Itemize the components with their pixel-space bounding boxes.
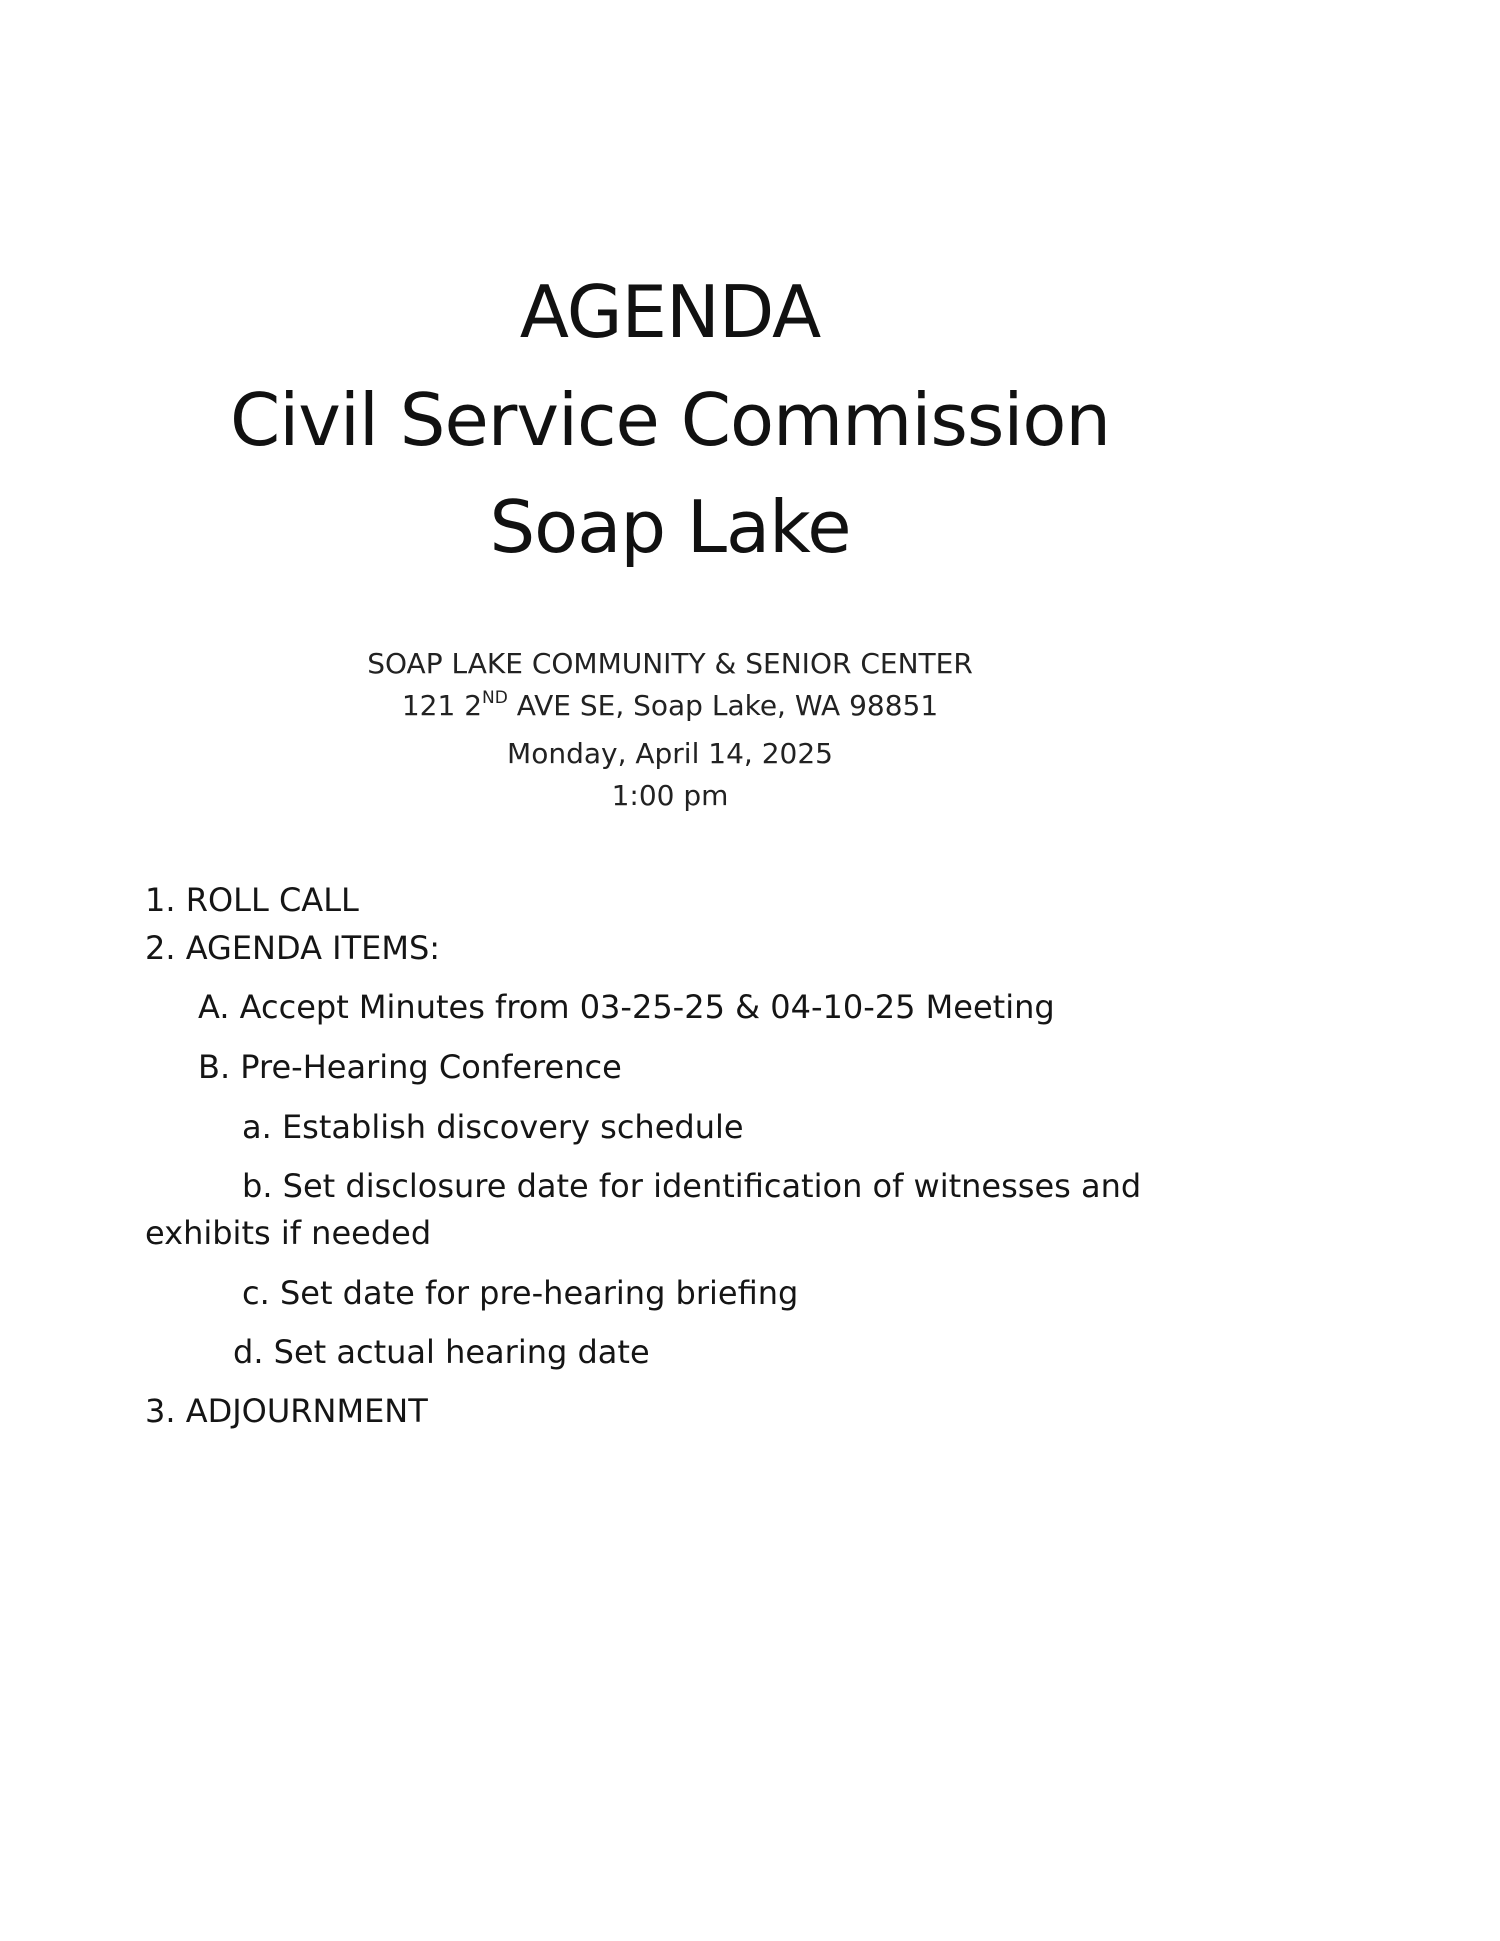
agenda-subitem-disclosure-date-line1: b. Set disclosure date for identification of witnesses and [242,1167,1142,1205]
venue-address [0,688,1340,722]
agenda-item-roll-call: 1. ROLL CALL [145,881,359,919]
agenda-title: AGENDA [519,270,821,354]
address-prefix: 121 2 [401,689,483,722]
agenda-subitem-accept-minutes: A. Accept Minutes from 03-25-25 & 04-10-25 Meeting [198,988,1055,1026]
agenda-subitem-disclosure-date-line2: exhibits if needed [145,1214,432,1252]
venue-name: SOAP LAKE COMMUNITY & SENIOR CENTER [367,647,973,680]
commission-name: Civil Service Commission [229,378,1111,462]
agenda-subitem-briefing-date: c. Set date for pre-hearing briefing [242,1274,799,1312]
agenda-subitem-discovery-schedule: a. Establish discovery schedule [242,1108,744,1146]
agenda-item-adjournment: 3. ADJOURNMENT [145,1392,428,1430]
address-superscript: ND [482,688,508,708]
address-suffix: AVE SE, Soap Lake, WA 98851 [507,689,939,722]
city-name: Soap Lake [489,485,851,569]
agenda-item-agenda-items: 2. AGENDA ITEMS: [145,929,441,967]
agenda-subitem-pre-hearing-conference: B. Pre-Hearing Conference [198,1048,622,1086]
meeting-date: Monday, April 14, 2025 [507,737,833,770]
meeting-time: 1:00 pm [611,779,729,812]
agenda-subitem-hearing-date: d. Set actual hearing date [233,1333,650,1371]
